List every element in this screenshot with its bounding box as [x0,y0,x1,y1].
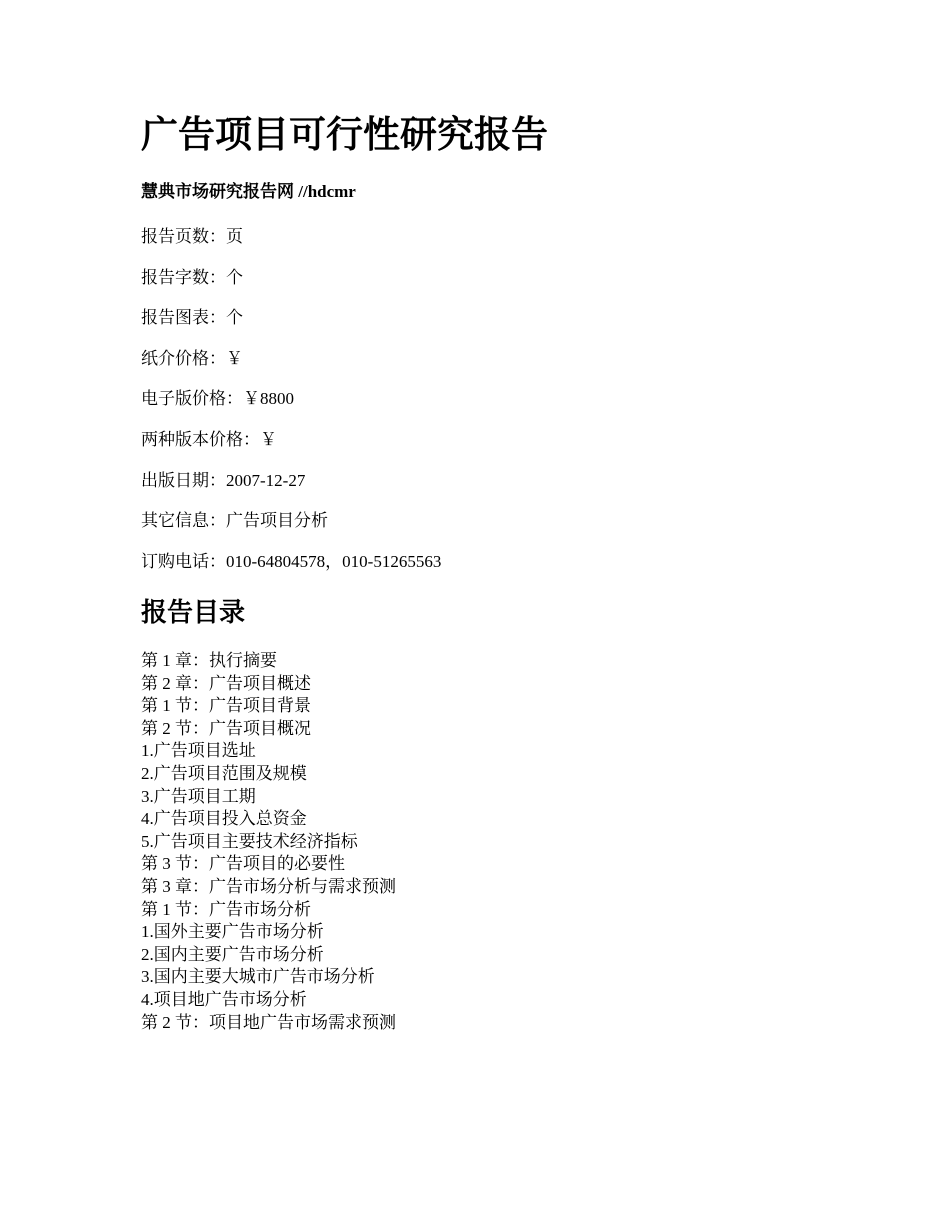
meta-bundle-price: 两种版本价格：￥ [141,429,277,449]
meta-word-count: 报告字数：个 [141,267,243,287]
meta-page-count: 报告页数：页 [141,227,243,246]
toc-item: 2.国内主要广告市场分析 [141,944,324,964]
toc-item: 3.广告项目工期 [141,786,256,806]
toc-item: 1.广告项目选址 [141,741,256,761]
toc-item: 第 3 节：广告项目的必要性 [141,854,345,874]
meta-electronic-price: 电子版价格：￥8800 [141,389,294,409]
toc-item: 5.广告项目主要技术经济指标 [141,831,358,851]
report-meta-list [141,226,441,591]
toc-item: 1.国外主要广告市场分析 [141,922,324,942]
document-source: 慧典市场研究报告网 //hdcmr [141,182,356,201]
toc-item: 4.广告项目投入总资金 [141,809,307,829]
toc-item: 第 2 节：广告项目概况 [141,718,311,738]
table-of-contents [141,650,396,1034]
toc-item: 第 3 章：广告市场分析与需求预测 [141,876,396,896]
toc-item: 第 2 章：广告项目概述 [141,673,311,693]
toc-item: 第 1 节：广告市场分析 [141,899,311,919]
meta-chart-count: 报告图表：个 [141,308,243,328]
toc-heading: 报告目录 [141,598,246,627]
toc-item: 第 2 节：项目地广告市场需求预测 [141,1012,396,1032]
toc-item: 3.国内主要大城市广告市场分析 [141,967,375,987]
toc-item: 2.广告项目范围及规模 [141,763,307,783]
toc-item: 第 1 章：执行摘要 [141,651,277,670]
meta-publish-date: 出版日期：2007-12-27 [141,470,306,490]
meta-print-price: 纸介价格：￥ [141,348,243,368]
meta-order-phone: 订购电话：010-64804578，010-51265563 [141,551,442,571]
meta-other-info: 其它信息：广告项目分析 [141,511,328,531]
document-title: 广告项目可行性研究报告 [141,115,548,156]
toc-item: 第 1 节：广告项目背景 [141,696,311,716]
toc-item: 4.项目地广告市场分析 [141,989,307,1009]
